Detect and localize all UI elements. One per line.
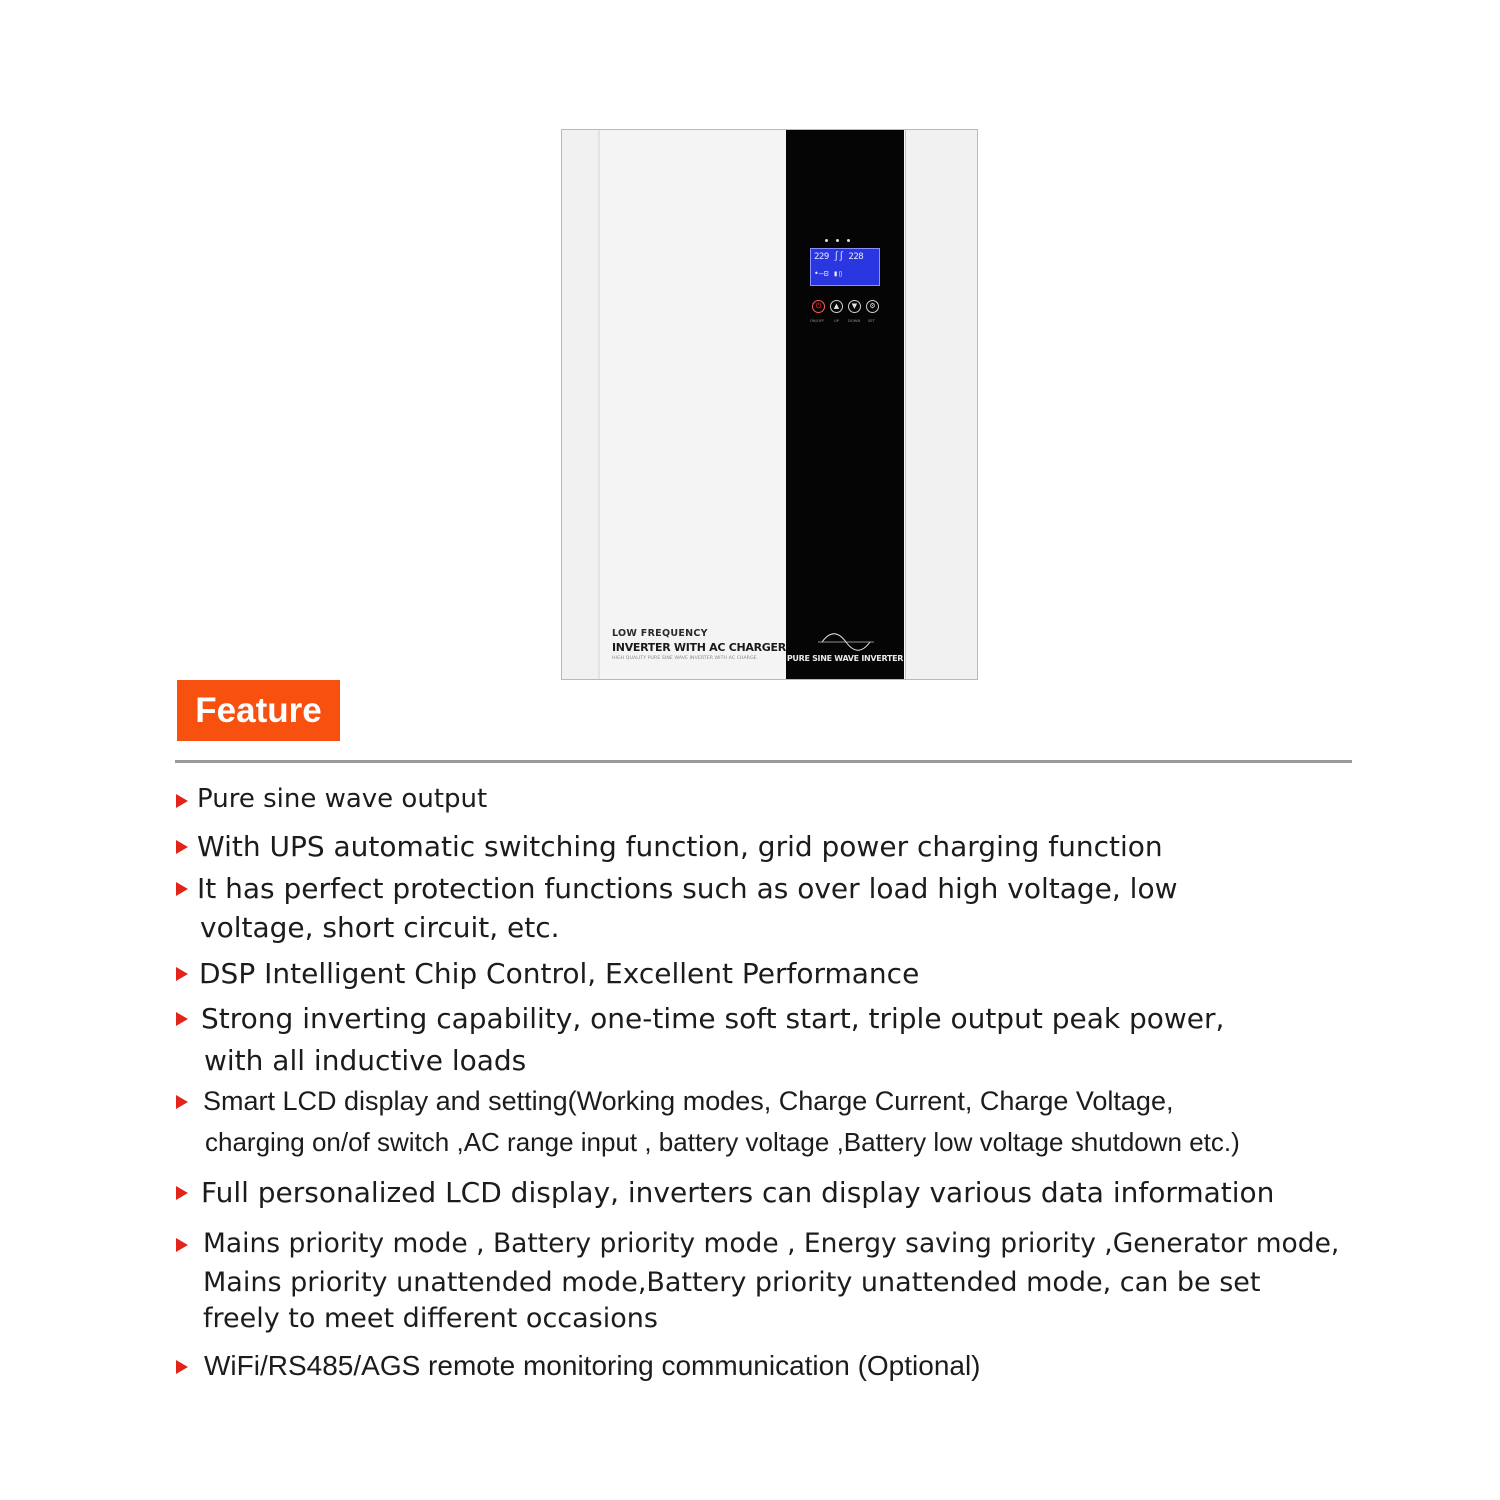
up-arrow-icon: ▲ xyxy=(830,300,843,313)
bullet-arrow-icon xyxy=(176,1360,188,1374)
feature-text: with all inductive loads xyxy=(204,1044,527,1077)
feature-text: freely to meet different occasions xyxy=(203,1303,658,1334)
bullet-arrow-icon xyxy=(176,1186,188,1200)
bullet-arrow-icon xyxy=(176,967,188,981)
product-label-line3: HIGH QUALITY PURE SINE WAVE INVERTER WITH AC CHARGE xyxy=(612,656,757,661)
bullet-arrow-icon xyxy=(176,1012,188,1026)
bullet-arrow-icon xyxy=(176,1095,188,1109)
front-panel xyxy=(600,130,786,679)
led-indicator-icon xyxy=(836,239,839,242)
feature-text: voltage, short circuit, etc. xyxy=(200,911,560,944)
lcd-readout-line2: •—⊡ ▮▯ xyxy=(814,269,843,278)
feature-text: WiFi/RS485/AGS remote monitoring communication (Optional) xyxy=(204,1350,981,1381)
feature-text: Pure sine wave output xyxy=(197,784,488,814)
feature-heading: Feature xyxy=(177,680,340,741)
status-leds xyxy=(823,239,853,243)
feature-text: Mains priority unattended mode,Battery priority unattended mode, can be set xyxy=(203,1267,1261,1298)
panel-label: PURE SINE WAVE INVERTER xyxy=(786,654,904,663)
bullet-arrow-icon xyxy=(176,794,188,808)
bullet-arrow-icon xyxy=(176,1238,188,1252)
left-side-strip xyxy=(578,130,599,679)
button-label: SET xyxy=(868,319,876,323)
down-arrow-icon: ▼ xyxy=(848,300,861,313)
power-icon: ⏻ xyxy=(812,300,825,313)
led-indicator-icon xyxy=(847,239,850,242)
control-panel xyxy=(786,130,904,679)
button-label: DOWN xyxy=(848,319,861,323)
feature-text: Smart LCD display and setting(Working modes, Charge Current, Charge Voltage, xyxy=(203,1086,1174,1116)
product-label xyxy=(612,628,786,661)
panel-buttons xyxy=(812,300,882,316)
heading-divider xyxy=(175,760,1352,763)
right-side-strip xyxy=(940,130,961,679)
left-side-strip xyxy=(562,130,579,679)
button-label: ON/OFF xyxy=(810,319,825,323)
feature-text: With UPS automatic switching function, grid power charging function xyxy=(197,830,1163,863)
bullet-arrow-icon xyxy=(176,882,188,896)
feature-text: DSP Intelligent Chip Control, Excellent Performance xyxy=(199,957,920,990)
right-side-strip xyxy=(960,130,977,679)
feature-text: Mains priority mode , Battery priority mode , Energy saving priority ,Generator mode, xyxy=(203,1228,1340,1259)
led-indicator-icon xyxy=(825,239,828,242)
feature-text: charging on/of switch ,AC range input , battery voltage ,Battery low voltage shutdown etc.) xyxy=(205,1127,1240,1157)
panel-button-labels xyxy=(810,319,885,325)
feature-text: Full personalized LCD display, inverters can display various data information xyxy=(201,1176,1275,1209)
product-label-line2: INVERTER WITH AC CHARGER xyxy=(612,641,786,654)
set-gear-icon: ⚙ xyxy=(866,300,879,313)
inverter-product-image xyxy=(561,129,978,680)
feature-text: Strong inverting capability, one-time soft start, triple output peak power, xyxy=(201,1002,1225,1035)
sine-wave-icon xyxy=(818,633,874,651)
lcd-readout-line1: 229 ∫∫ 228 xyxy=(814,252,864,262)
product-label-line1: LOW FREQUENCY xyxy=(612,628,708,639)
right-side-strip xyxy=(905,130,942,679)
button-label: UP xyxy=(834,319,839,323)
lcd-screen xyxy=(810,248,880,286)
feature-text: It has perfect protection functions such as over load high voltage, low xyxy=(197,872,1178,905)
bullet-arrow-icon xyxy=(176,840,188,854)
